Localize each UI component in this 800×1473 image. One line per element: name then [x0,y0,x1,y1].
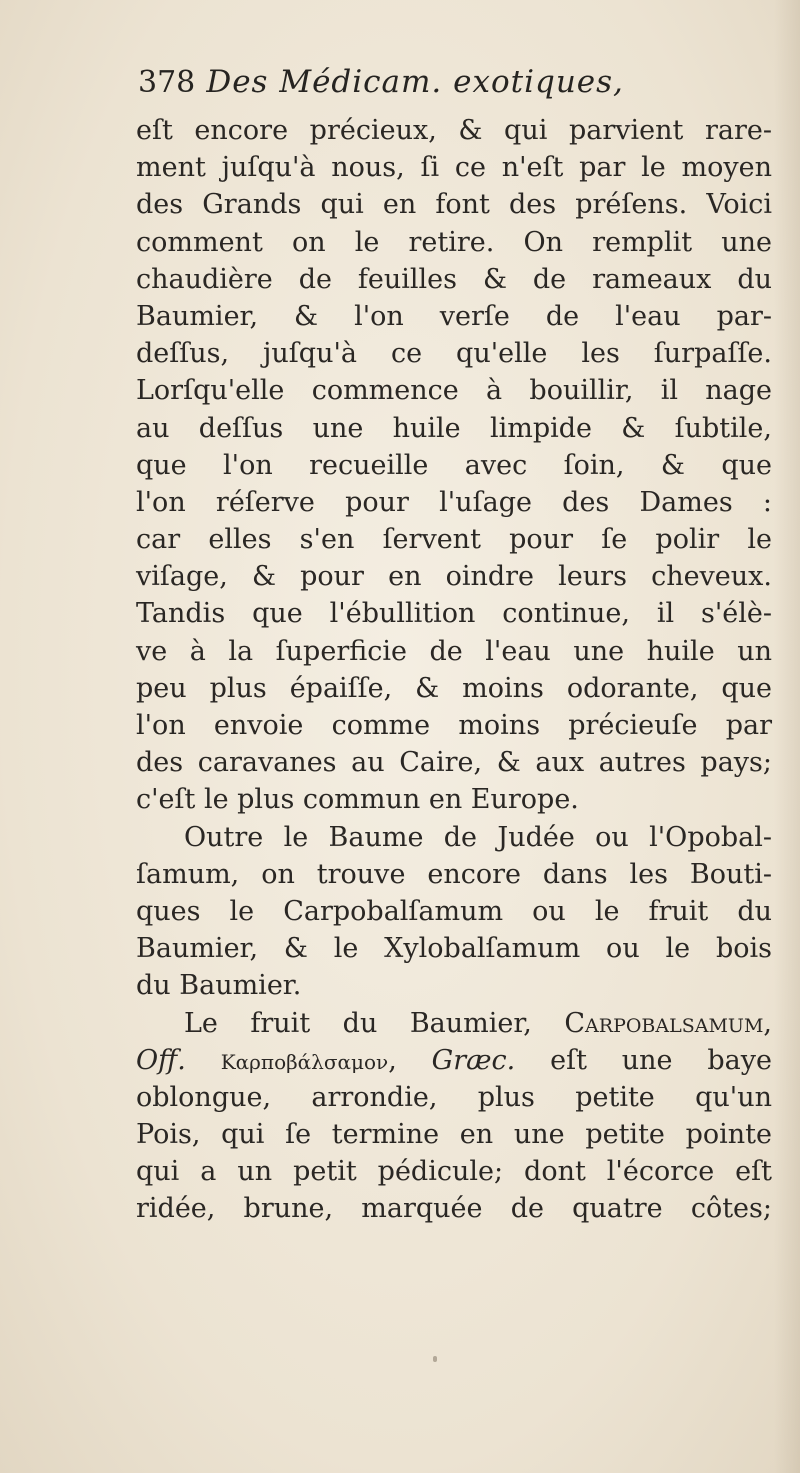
latin-name-carpobalsamum: Carpobalsamum [564,1007,764,1039]
text-line: l'on réſerve pour l'uſage des Dames : [136,486,772,518]
text-line: que l'on recueille avec ſoin, & que [136,449,772,481]
body-text [136,112,772,1228]
text-run: , [388,1044,397,1076]
text-line: chaudière de feuilles & de rameaux du [136,263,772,295]
text-line: qui a un petit pédicule; dont l'écorce eſt [136,1156,772,1188]
text-line: du Baumier. [136,970,302,1002]
text-line: viſage, & pour en oindre leurs cheveux. [136,561,772,593]
text-line: ment juſqu'à nous, ſi ce n'eſt par le moyen [136,152,772,184]
text-line: oblongue, arrondie, plus petite qu'un [136,1081,772,1113]
text-line: des Grands qui en font des préſens. Voici [136,189,772,221]
paragraph-first-line [136,1005,772,1042]
text-line: l'on envoie comme moins précieuſe par [136,710,772,741]
text-line: au deſſus une huile limpide & ſubtile, [136,412,772,444]
page-number: 378 [138,65,196,100]
text-run: Le fruit du Baumier, [184,1007,565,1039]
text-line: Pois, qui ſe termine en une petite pointe [136,1119,772,1151]
text-line: comment on le retire. On remplit une [136,226,772,258]
text-run: eſt une baye [550,1044,772,1076]
running-title: Des Médicam. exotiques, [206,64,624,100]
text-line: ſamum, on trouve encore dans les Bouti- [136,858,772,890]
officinal-abbrev: Off. [136,1044,186,1076]
greek-abbrev: Græc. [431,1044,516,1076]
text-line: peu plus épaiſſe, & moins odorante, que [136,672,772,704]
paper-speck [433,1356,437,1362]
text-line: Baumier, & le Xylobalſamum ou le bois [136,933,772,965]
paragraph-first-line: Outre le Baume de Judée ou l'Opobal- [184,821,772,853]
text-line: ridée, brune, marquée de quatre côtes; [136,1193,772,1225]
page-header [138,64,778,116]
text-line: ve à la ſuperficie de l'eau une huile un [136,635,772,667]
text-line: des caravanes au Caire, & aux autres pays; [136,747,772,779]
text-run: , [763,1007,772,1039]
page-edge-shadow [774,0,800,1473]
text-line [136,1042,772,1079]
greek-name: Καρποβάλσαμον [220,1049,389,1074]
text-line: c'eſt le plus commun en Europe. [136,784,579,816]
text-line: Lorſqu'elle commence à bouillir, il nage [136,375,772,407]
text-line: eſt encore précieux, & qui parvient rare- [136,115,772,146]
text-line: deſſus, juſqu'à ce qu'elle les ſurpaſſe. [136,338,772,370]
text-line: Baumier, & l'on verſe de l'eau par- [136,300,772,332]
text-line: ques le Carpobalſamum ou le fruit du [136,895,772,927]
text-line: car elles s'en ſervent pour ſe polir le [136,524,772,556]
text-line: Tandis que l'ébullition continue, il s'élè- [136,598,772,630]
